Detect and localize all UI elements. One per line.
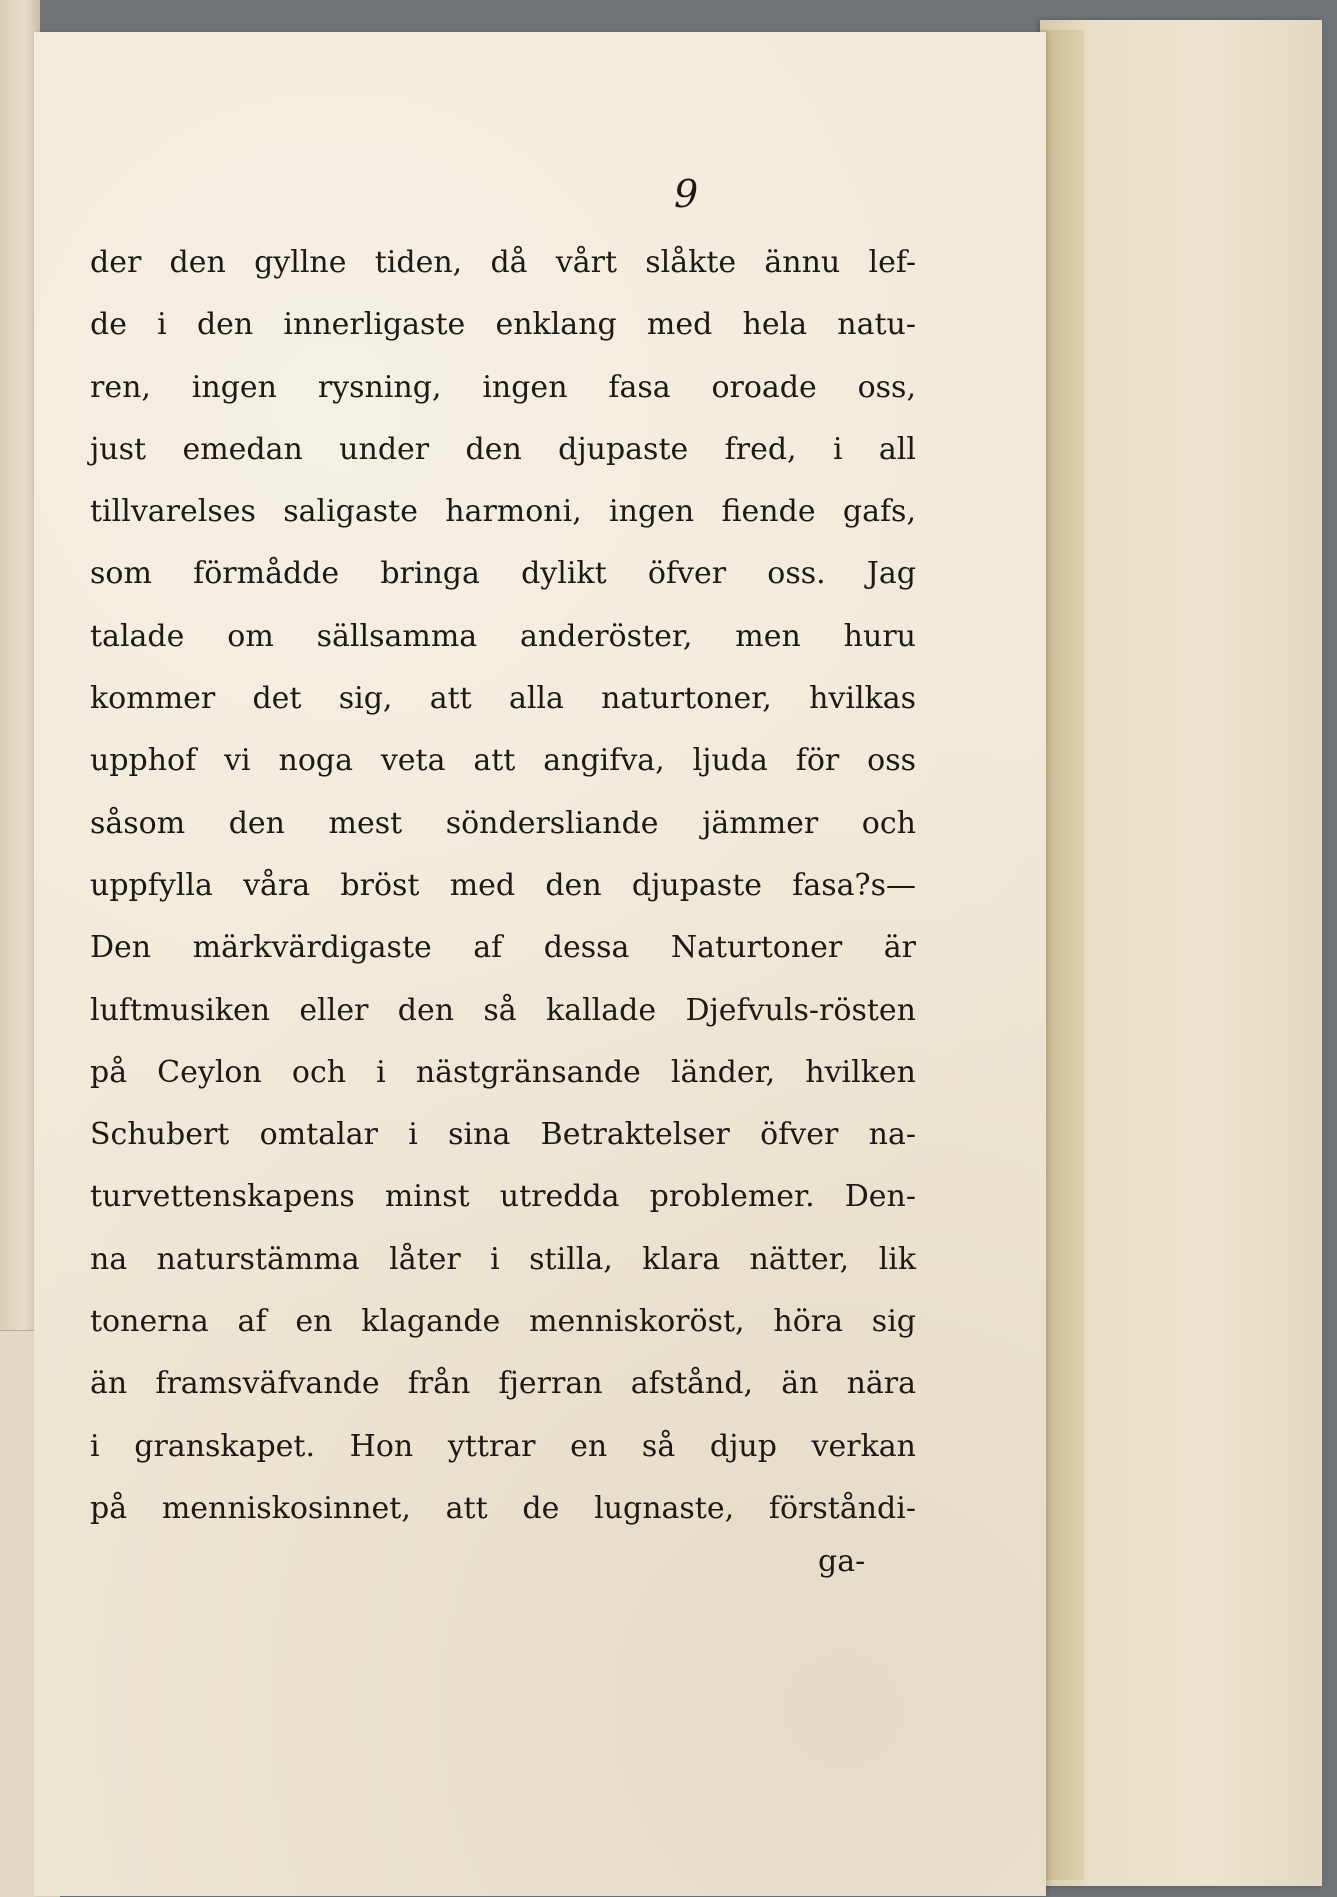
- body-text: [90, 232, 916, 1540]
- text-line: tonerna af en klagande menniskoröst, höra sig: [90, 1304, 916, 1340]
- page-gutter-shadow: [1040, 30, 1084, 1880]
- text-line: såsom den mest söndersliande jämmer och: [90, 805, 916, 841]
- text-line: der den gyllne tiden, då vårt slåkte ännu lef-: [90, 245, 916, 280]
- text-line: uppfylla våra bröst med den djupaste fasa?s—: [90, 867, 916, 903]
- text-line: Den märkvärdigaste af dessa Naturtoner är: [90, 930, 916, 966]
- text-line: talade om sällsamma anderöster, men huru: [90, 618, 916, 654]
- text-line: som förmådde bringa dylikt öfver oss. Jag: [90, 556, 916, 592]
- page-number: 9: [674, 172, 699, 216]
- text-line: i granskapet. Hon yttrar en så djup verkan: [90, 1428, 916, 1464]
- text-line: de i den innerligaste enklang med hela natu-: [90, 307, 916, 343]
- text-line: kommer det sig, att alla naturtoner, hvilkas: [90, 681, 916, 717]
- text-line: ren, ingen rysning, ingen fasa oroade oss,: [90, 369, 916, 405]
- text-line: på menniskosinnet, att de lugnaste, förståndi-: [90, 1490, 916, 1526]
- text-line: na naturstämma låter i stilla, klara nätter, lik: [90, 1241, 916, 1277]
- book-page: [34, 32, 1046, 1896]
- catchword: ga-: [818, 1544, 866, 1579]
- text-line: tillvarelses saligaste harmoni, ingen fiende gafs,: [90, 494, 916, 530]
- text-line: Schubert omtalar i sina Betraktelser öfver na-: [90, 1117, 916, 1153]
- text-line: på Ceylon och i nästgränsande länder, hvilken: [90, 1054, 916, 1090]
- text-line: turvettenskapens minst utredda problemer. Den-: [90, 1179, 916, 1215]
- text-line: upphof vi noga veta att angifva, ljuda för oss: [90, 743, 916, 779]
- text-line: än framsväfvande från fjerran afstånd, än nära: [90, 1366, 916, 1402]
- text-line: just emedan under den djupaste fred, i all: [90, 431, 916, 467]
- text-line: luftmusiken eller den så kallade Djefvuls-rösten: [90, 992, 916, 1028]
